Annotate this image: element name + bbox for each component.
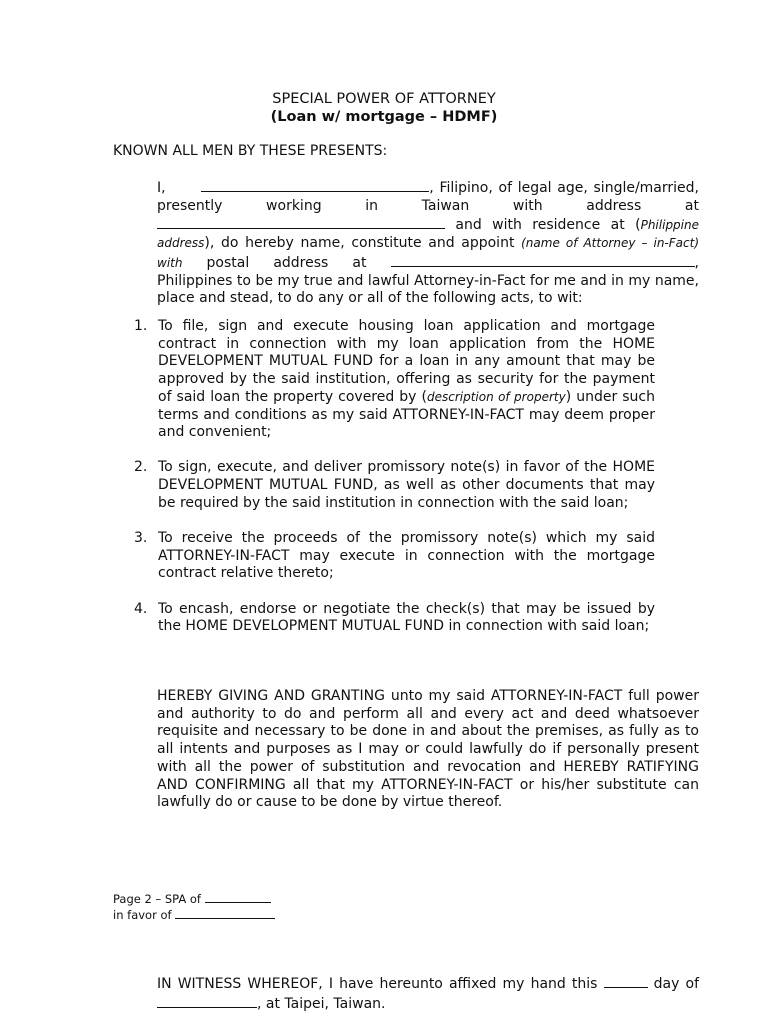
list-number: 3. (134, 530, 148, 547)
list-number: 1. (134, 318, 148, 334)
intro-text-4: ), do hereby name, constitute and appoint (204, 235, 522, 252)
in-favor-of-blank (175, 907, 275, 919)
title-block (0, 91, 768, 126)
list-item (113, 530, 655, 583)
intro-paragraph (113, 178, 699, 308)
page-header (113, 891, 275, 923)
month-blank (157, 994, 257, 1008)
intro-text-3: and with residence at ( (455, 217, 641, 234)
day-blank (604, 974, 648, 988)
list-number: 4. (134, 600, 148, 617)
document-title: SPECIAL POWER OF ATTORNEY (272, 91, 496, 107)
act-italic: description of property (426, 389, 566, 404)
postal-address-blank (391, 253, 695, 267)
act-text: To encash, endorse or negotiate the check(s) that may be issued by the HOME DEVELOPMENT MUTUAL FUND in connection with said loan; (158, 600, 655, 635)
page-header-line-2 (113, 907, 275, 923)
act-text: ) under such terms and conditions as my said ATTORNEY-IN-FACT may deem proper and convenient; (158, 388, 655, 441)
intro-text-2: , Filipino, of legal age, single/married, presently working in Taiwan with address at (157, 180, 699, 214)
page-header-text-1: Page 2 – SPA of (113, 892, 201, 906)
intro-text-1: I, (157, 180, 166, 196)
name-blank (201, 178, 429, 192)
act-text: To file, sign and execute housing loan application and mortgage contract in connection with my loan application from the HOME DEVELOPMENT MUTUAL FUND for a loan in any amount that may be approved by the said institution, offering as security for the payment of said loan the property covered by ( (158, 318, 655, 405)
intro-italic-2: (name of Attorney – in-Fact) with (157, 236, 700, 270)
witness-paragraph (113, 974, 699, 1013)
spa-of-blank (205, 891, 271, 903)
page-header-line-1 (113, 891, 275, 907)
list-item (113, 318, 655, 442)
act-text: To receive the proceeds of the promissory note(s) which my said ATTORNEY-IN-FACT may execute in connection with the mortgage contract relative thereto; (158, 530, 655, 582)
taiwan-address-blank (157, 215, 445, 229)
list-item (113, 459, 655, 512)
acts-list (113, 318, 655, 654)
witness-text-1: IN WITNESS WHEREOF, I have hereunto affixed my hand this (157, 976, 598, 992)
intro-text-5: postal address at (182, 254, 367, 271)
act-text: To sign, execute, and deliver promissory note(s) in favor of the HOME DEVELOPMENT MUTUAL FUND, as well as other documents that may be required by the said institution in connection with the said loan; (158, 459, 655, 511)
witness-text-2: day of (653, 976, 700, 992)
document-subtitle: (Loan w/ mortgage – HDMF) (270, 108, 498, 125)
opening-line: KNOWN ALL MEN BY THESE PRESENTS: (113, 143, 388, 159)
list-item (113, 601, 655, 636)
intro-text-6: , Philippines to be my true and lawful Attorney-in-Fact for me and in my name, place and stead, to do any or all of the following acts, to wit: (157, 254, 699, 307)
witness-text-3: , at Taipei, Taiwan. (257, 995, 386, 1012)
page-header-text-2: in favor of (113, 908, 172, 922)
list-number: 2. (134, 459, 148, 476)
granting-paragraph: HEREBY GIVING AND GRANTING unto my said ATTORNEY-IN-FACT full power and authority to do and perform all and every act and deed whatsoever requisite and necessary to be done in and about the premises, as fully as to all intents and purposes as I may or could lawfully do if personally present with all the power of substitution and revocation and HEREBY RATIFYING AND CONFIRMING all that my ATTORNEY-IN-FACT or his/her substitute can lawfully do or cause to be done by virtue thereof. (157, 688, 699, 811)
intro-italic-1: Philippine address (157, 218, 699, 251)
